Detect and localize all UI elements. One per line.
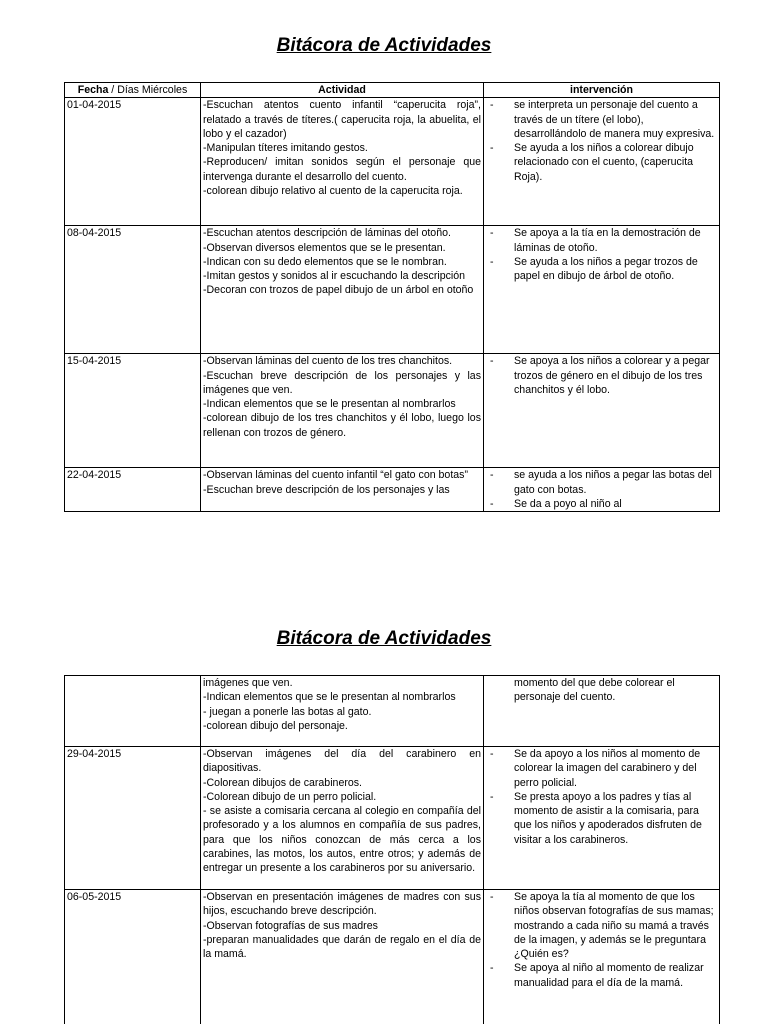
list-item: - Se da apoyo a los niños al momento de colorear la imagen del carabinero y del perro policial. xyxy=(500,747,717,790)
list-item: - Se apoya al niño al momento de realizar manualidad para el día de la mamá. xyxy=(500,961,717,990)
list-item: - Se apoya a la tía en la demostración de láminas de otoño. xyxy=(500,226,717,255)
row-date: 15-04-2015 xyxy=(65,354,201,468)
row-interventions xyxy=(484,354,720,468)
list-item: - Se da a poyo al niño al xyxy=(500,497,717,511)
table-row xyxy=(65,226,720,354)
row-date: 01-04-2015 xyxy=(65,98,201,226)
list-item: - Se ayuda a los niños a pegar trozos de papel en dibujo de árbol de otoño. xyxy=(500,255,717,284)
list-item: - se interpreta un personaje del cuento a través de un títere (el lobo), desarrollándolo de manera muy expresiva. xyxy=(500,98,717,141)
list-item: - se ayuda a los niños a pegar las botas del gato con botas. xyxy=(500,468,717,497)
table-row xyxy=(65,468,720,512)
row-date: 29-04-2015 xyxy=(65,747,201,890)
page-title: Bitácora de Actividades xyxy=(276,35,492,56)
row-interventions xyxy=(484,747,720,890)
row-interventions xyxy=(484,676,720,747)
table-header-row xyxy=(65,83,720,98)
row-activities: imágenes que ven. -Indican elementos que se le presentan al nombrarlos - juegan a ponerle las botas al gato. -colorean dibujo del personaje. xyxy=(201,676,484,747)
row-date: 06-05-2015 xyxy=(65,890,201,1024)
table-row xyxy=(65,747,720,890)
row-date xyxy=(65,676,201,747)
row-activities: -Observan láminas del cuento de los tres chanchitos. -Escuchan breve descripción de los personajes y las imágenes que ven. -Indican elementos que se le presentan al nombrarlos -colorean dibujo de los tres chanchitos y él lobo, luego los rellenan con trozos de género. xyxy=(201,354,484,468)
row-interventions xyxy=(484,468,720,512)
list-item: - Se ayuda a los niños a colorear dibujo relacionado con el cuento, (caperucita Roja). xyxy=(500,141,717,184)
activity-log-table-2 xyxy=(64,675,720,1024)
table-row xyxy=(65,890,720,1024)
table-row xyxy=(65,354,720,468)
row-interventions xyxy=(484,98,720,226)
list-item: - Se apoya la tía al momento de que los niños observan fotografías de sus mamas; mostrando a cada niño su mamá a través de la imagen, y además se le preguntara ¿Quién es? xyxy=(500,890,717,961)
row-interventions xyxy=(484,226,720,354)
page2-table-viewport xyxy=(0,675,768,1024)
activity-log-table xyxy=(64,82,720,512)
row-activities: -Observan imágenes del día del carabinero en diapositivas. -Colorean dibujos de carabineros. -Colorean dibujo de un perro policial. - se asiste a comisaria cercana al colegio en compañía del profesorado y a los alumnos en compañía de sus padres, para que los niños conozcan de más cerca a los carabines, las motos, los autos, entre otros; y además de entregar un presente a los carabineros por su aniversario. xyxy=(201,747,484,890)
list-item: - Se presta apoyo a los padres y tías al momento de asistir a la comisaria, para que los niños y apoderados disfruten de visitar a los carabineros. xyxy=(500,790,717,847)
row-date: 08-04-2015 xyxy=(65,226,201,354)
row-interventions xyxy=(484,890,720,1024)
page-title-2: Bitácora de Actividades xyxy=(276,628,492,649)
list-item-continued: momento del que debe colorear el personaje del cuento. xyxy=(514,677,675,704)
row-activities: -Escuchan atentos cuento infantil “caperucita roja”, relatado a través de títeres.( caperucita roja, la abuelita, el lobo y el cazador) -Manipulan títeres imitando gestos. -Reproducen/ imitan sonidos según el personaje que intervenga durante el desarrollo del cuento. -colorean dibujo relativo al cuento de la caperucita roja. xyxy=(201,98,484,226)
list-item: - Se apoya a los niños a colorear y a pegar trozos de género en el dibujo de los tres chanchitos y él lobo. xyxy=(500,354,717,397)
row-activities: -Escuchan atentos descripción de láminas del otoño. -Observan diversos elementos que se le presentan. -Indican con su dedo elementos que se le nombran. -Imitan gestos y sonidos al ir escuchando la descripción -Decoran con trozos de papel dibujo de un árbol en otoño xyxy=(201,226,484,354)
table-row xyxy=(65,98,720,226)
header-intervencion: intervención xyxy=(484,83,720,98)
header-fecha: Fecha / Días Miércoles xyxy=(65,83,201,98)
row-date: 22-04-2015 xyxy=(65,468,201,512)
row-activities: -Observan láminas del cuento infantil “el gato con botas” -Escuchan breve descripción de los personajes y las xyxy=(201,468,484,512)
row-activities: -Observan en presentación imágenes de madres con sus hijos, escuchando breve descripción. -Observan fotografías de sus madres -preparan manualidades que darán de regalo en el día de la mamá. xyxy=(201,890,484,1024)
table-row xyxy=(65,676,720,747)
header-actividad: Actividad xyxy=(201,83,484,98)
